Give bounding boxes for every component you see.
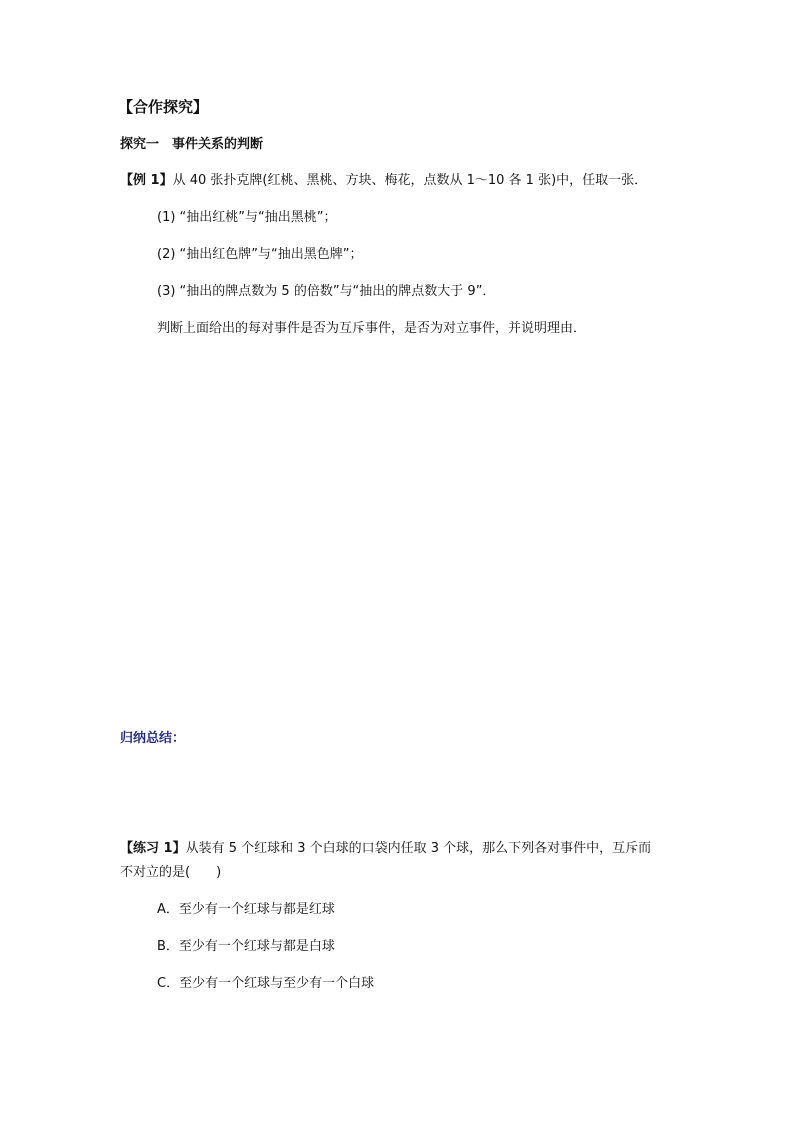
practice-1	[120, 840, 651, 858]
practice-1-tag: 【练习 1】	[120, 841, 186, 856]
example-1-question: 判断上面给出的每对事件是否为互斥事件，是否为对立事件，并说明理由．	[157, 321, 587, 336]
practice-1-text: 从装有 5 个红球和 3 个白球的口袋内任取 3 个球，那么下列各对事件中，互斥而	[185, 841, 652, 856]
section-title: 【合作探究】	[118, 98, 209, 116]
summary-label: 归纳总结：	[120, 731, 186, 746]
practice-1-option-a: A．至少有一个红球与都是红球	[157, 902, 335, 917]
example-1	[120, 172, 647, 190]
practice-1-option-c: C．至少有一个红球与至少有一个白球	[157, 976, 375, 991]
example-1-tag: 【例 1】	[120, 173, 173, 188]
inquiry-title: 探究一 事件关系的判断	[120, 137, 264, 152]
example-1-item-1: (1) “抽出红桃”与“抽出黑桃”；	[157, 210, 337, 225]
example-1-text: 从 40 张扑克牌(红桃、黑桃、方块、梅花，点数从 1～10 各 1 张)中，任取一张．	[172, 173, 648, 188]
practice-1-option-b: B．至少有一个红球与都是白球	[157, 939, 335, 954]
practice-1-text-line-2: 不对立的是( )	[120, 865, 222, 880]
example-1-item-3: (3) “抽出的牌点数为 5 的倍数”与“抽出的牌点数大于 9”．	[157, 284, 496, 299]
example-1-item-2: (2) “抽出红色牌”与“抽出黑色牌”；	[157, 247, 363, 262]
